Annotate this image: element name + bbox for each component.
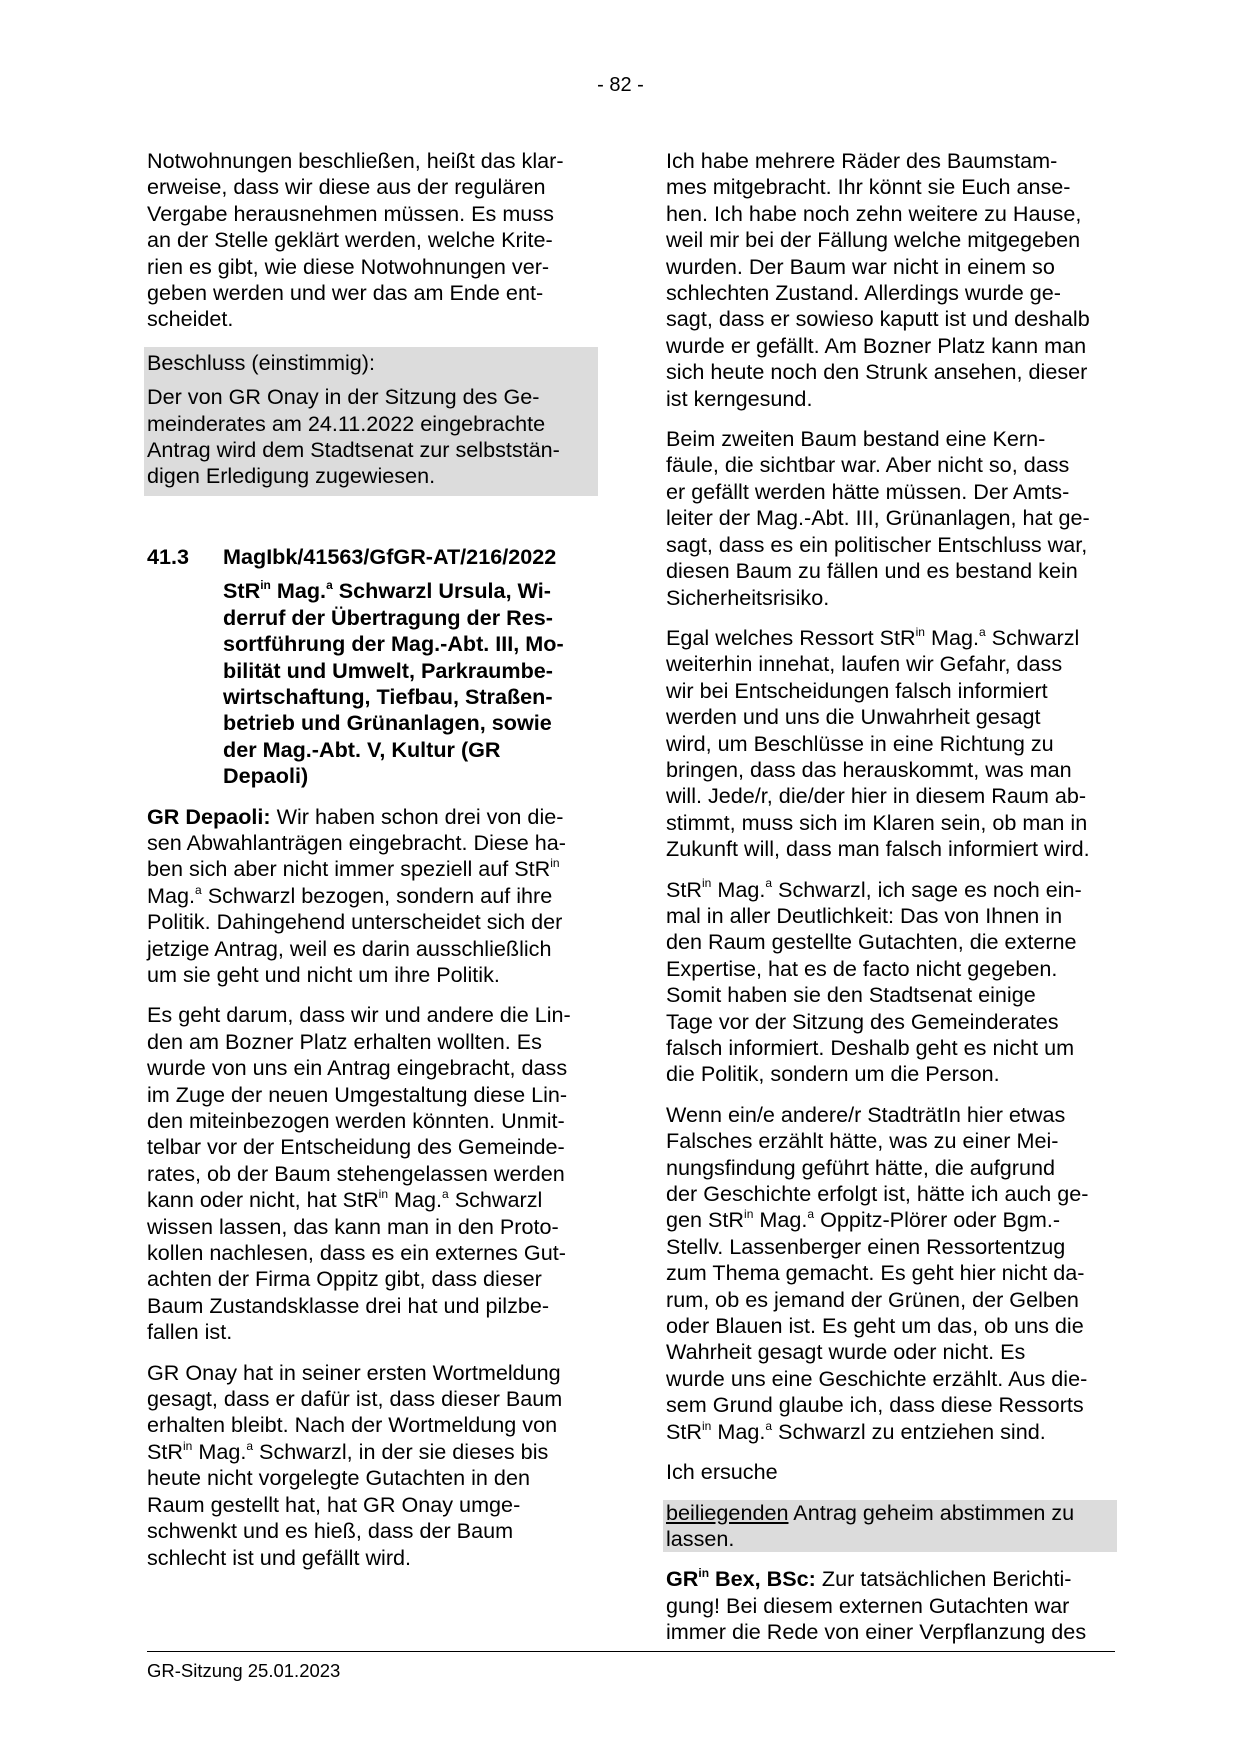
agenda-item-reference: MagIbk/41563/GfGR-AT/216/2022: [223, 543, 557, 569]
right-column: [666, 148, 1114, 1660]
paragraph: Ich habe mehrere Räder des Baumstam- mes mitgebracht. Ihr könnt sie Euch anse- hen. Ich habe noch zehn weitere zu Hause, weil mir bei der Fällung welche mitgegeben wurden. Der Baum war nicht in einem so schlechten Zustand. Allerdings wurde ge- sagt, dass er sowieso kaputt ist und deshalb wurde er gefällt. Am Bozner Platz kann man sich heute noch den Strunk ansehen, dieser ist kerngesund.: [666, 148, 1090, 411]
paragraph: Wenn ein/e andere/r StadträtIn hier etwas Falsches erzählt hätte, was zu einer Mei- nungsfindung geführt hätte, die aufgrund der Geschichte erfolgt ist, hätte ich auch ge- gen StR$^{in}$ Mag.$^a$ Oppitz-Plörer oder Bgm.- Stellv. Lassenberger einen Ressortentzug zum Thema gemacht. Es geht hier nicht da- rum, ob es jemand der Grünen, der Gelben oder Blauen ist. Es geht um das, ob uns die Wahrheit gesagt wurde oder nicht. Es wurde uns eine Geschichte erzählt. Aus die- sem Grund glaube ich, dass diese Ressorts StR$^{in}$ Mag.$^a$ Schwarzl zu entziehen sind.: [666, 1101, 1089, 1444]
speech-paragraph: $GR^{in}$ Bex, BSc: Zur tatsächlichen Berichti- gung! Bei diesem externen Gutachten war immer die Rede von einer Verpflanzung des: [666, 1566, 1087, 1645]
agenda-item-number: 41.3: [147, 543, 190, 569]
footer-divider: [147, 1651, 1115, 1652]
left-column: [147, 148, 595, 1585]
resolution-label: Beschluss (einstimmig):: [147, 349, 375, 375]
paragraph: GR Onay hat in seiner ersten Wortmeldung gesagt, dass er dafür ist, dass dieser Baum erhalten bleibt. Nach der Wortmeldung von StR$^{in}$ Mag.$^a$ Schwarzl, in der sie dieses bis heute nicht vorgelegte Gutachten in den Raum gestellt hat, hat GR Onay umge- schwenkt und es hieß, dass der Baum schlecht ist und gefällt wird.: [147, 1359, 563, 1570]
motion-underlined-word: beiliegenden: [666, 1499, 789, 1525]
speaker-name: GR Depaoli:: [147, 803, 271, 829]
speaker-name: $GR^{in}$ Bex, BSc:: [666, 1566, 816, 1592]
paragraph: Notwohnungen beschließen, heißt das klar- erweise, dass wir diese aus der regulären Vergabe herausnehmen müssen. Es muss an der Stelle geklärt werden, welche Krite- rien es gibt, wie diese Notwohnungen ver- geben werden und wer das am Ende ent- scheidet.: [147, 148, 564, 332]
page-number: - 82 -: [597, 74, 644, 96]
paragraph: Egal welches Ressort StR$^{in}$ Mag.$^a$ Schwarzl weiterhin innehat, laufen wir Gefahr, dass wir bei Entscheidungen falsch informiert werden und uns die Unwahrheit gesagt wird, um Beschlüsse in eine Richtung zu bringen, dass das herauskommt, was man will. Jede/r, die/der hier in diesem Raum ab- stimmt, muss sich im Klaren sein, ob man in Zukunft will, dass man falsch informiert wird.: [666, 624, 1090, 862]
paragraph: Beim zweiten Baum bestand eine Kern- fäule, die sichtbar war. Aber nicht so, dass er gefällt werden hätte müssen. Der Amts- leiter der Mag.-Abt. III, Grünanlagen, hat ge- sagt, dass es ein politischer Entschluss war, diesen Baum zu fällen und es bestand kein Sicherheitsrisiko.: [666, 426, 1090, 610]
footer-session-date: GR-Sitzung 25.01.2023: [147, 1660, 341, 1681]
paragraph: Ich ersuche: [666, 1459, 778, 1485]
agenda-item-title: StR$^{in}$ Mag.$^a$ Schwarzl Ursula, Wi- derruf der Übertragung der Res- sortführung der Mag.-Abt. III, Mo- bilität und Umwelt, Parkraumbe- wirtschaftung, Tiefbau, Straßen- betrieb und Grünanlagen, sowie der Mag.-Abt. V, Kultur (GR Depaoli): [223, 578, 564, 789]
resolution-text: Der von GR Onay in der Sitzung des Ge- meinderates am 24.11.2022 eingebrachte Antrag wird dem Stadtsenat zur selbststän- digen Erledigung zugewiesen.: [147, 384, 560, 489]
motion-request: beiliegenden Antrag geheim abstimmen zu lassen.: [663, 1500, 1117, 1553]
paragraph: StR$^{in}$ Mag.$^a$ Schwarzl, ich sage es noch ein- mal in aller Deutlichkeit: Das von Ihnen in den Raum gestellte Gutachten, die externe Expertise, hat es de facto nicht gegeben. Somit haben sie den Stadtsenat einige Tage vor der Sitzung des Gemeinderates falsch informiert. Deshalb geht es nicht um die Politik, sondern um die Person.: [666, 876, 1082, 1087]
speech-paragraph: GR Depaoli: Wir haben schon drei von die- sen Abwahlanträgen eingebracht. Diese ha- ben sich aber nicht immer speziell auf StR$^{in}$ Mag.$^a$ Schwarzl bezogen, sondern auf ihre Politik. Dahingehend unterscheidet sich der jetzige Antrag, weil es darin ausschließlich um sie geht und nicht um ihre Politik.: [147, 803, 566, 987]
resolution-box: [144, 347, 598, 496]
paragraph: Es geht darum, dass wir und andere die Lin- den am Bozner Platz erhalten wollten. Es wurde von uns ein Antrag eingebracht, dass im Zuge der neuen Umgestaltung diese Lin- den miteinbezogen werden könnten. Unmit- telbar vor der Entscheidung des Gemeinde- rates, ob der Baum stehengelassen werden kann oder nicht, hat StR$^{in}$ Mag.$^a$ Schwarzl wissen lassen, das kann man in den Proto- kollen nachlesen, dass es ein externes Gut- achten der Firma Oppitz gibt, dass dieser Baum Zustandsklasse drei hat und pilzbe- fallen ist.: [147, 1002, 571, 1345]
agenda-item-heading: [147, 544, 595, 570]
